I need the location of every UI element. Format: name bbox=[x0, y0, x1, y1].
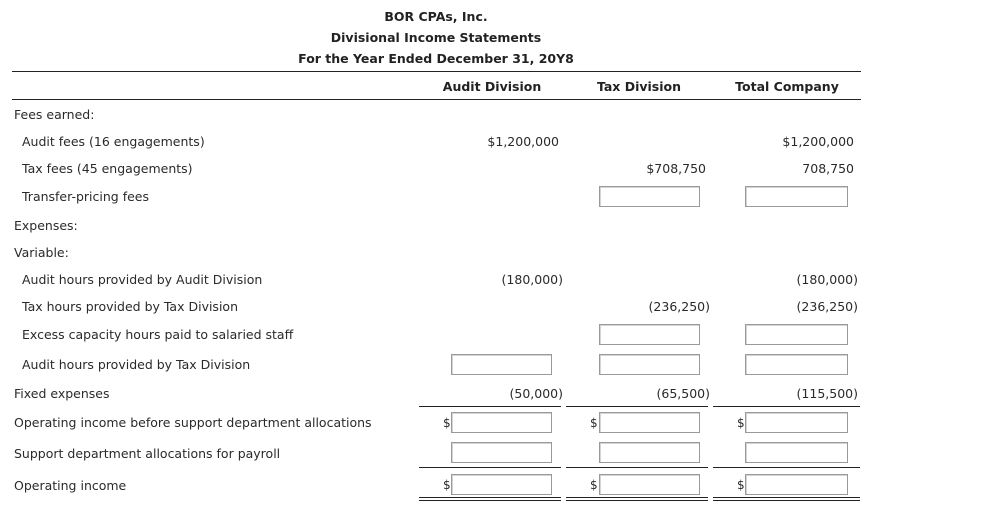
fixed-expenses-total-value: (115,500) bbox=[796, 386, 858, 401]
audit-hours-tax-tax-input[interactable] bbox=[599, 354, 700, 375]
audit-fees-total-value: $1,200,000 bbox=[782, 134, 854, 149]
support-alloc-audit-input[interactable] bbox=[451, 442, 552, 463]
op-income-audit-input[interactable] bbox=[451, 474, 552, 495]
support-alloc-total-input[interactable] bbox=[745, 442, 848, 463]
col-header-audit: Audit Division bbox=[442, 79, 542, 94]
total-rule-tax bbox=[566, 467, 708, 468]
op-income-tax-input[interactable] bbox=[599, 474, 700, 495]
subtotal-rule-total bbox=[713, 406, 860, 407]
row-label-fees-earned: Fees earned: bbox=[14, 107, 95, 122]
row-label-tax-fees: Tax fees (45 engagements) bbox=[22, 161, 193, 176]
tax-fees-total-value: 708,750 bbox=[802, 161, 854, 176]
row-label-transfer-fees: Transfer-pricing fees bbox=[22, 189, 149, 204]
double-rule-audit-2 bbox=[419, 500, 561, 501]
row-label-support-alloc: Support department allocations for payroll bbox=[14, 446, 281, 461]
row-label-fixed-expenses: Fixed expenses bbox=[14, 386, 110, 401]
audit-hours-total-value: (180,000) bbox=[796, 272, 858, 287]
double-rule-audit-1 bbox=[419, 497, 561, 498]
header-top-rule bbox=[12, 71, 861, 72]
op-income-tax-dollar: $ bbox=[590, 478, 598, 492]
row-label-excess-capacity: Excess capacity hours paid to salaried staff bbox=[22, 327, 294, 342]
total-rule-total bbox=[713, 467, 860, 468]
op-income-before-audit-dollar: $ bbox=[443, 416, 451, 430]
audit-hours-tax-audit-input[interactable] bbox=[451, 354, 552, 375]
row-label-audit-fees: Audit fees (16 engagements) bbox=[22, 134, 205, 149]
row-label-audit-hours-tax: Audit hours provided by Tax Division bbox=[22, 357, 251, 372]
op-income-total-input[interactable] bbox=[745, 474, 848, 495]
double-rule-total-1 bbox=[713, 497, 860, 498]
double-rule-tax-1 bbox=[566, 497, 708, 498]
header-bottom-rule bbox=[12, 99, 861, 100]
op-income-before-total-dollar: $ bbox=[737, 416, 745, 430]
statement-title: Divisional Income Statements bbox=[330, 30, 542, 45]
audit-fees-audit-value: $1,200,000 bbox=[487, 134, 559, 149]
audit-hours-tax-total-input[interactable] bbox=[745, 354, 848, 375]
double-rule-total-2 bbox=[713, 500, 860, 501]
fixed-expenses-tax-value: (65,500) bbox=[656, 386, 710, 401]
op-income-total-dollar: $ bbox=[737, 478, 745, 492]
double-rule-tax-2 bbox=[566, 500, 708, 501]
col-header-tax: Tax Division bbox=[596, 79, 682, 94]
op-income-before-tax-input[interactable] bbox=[599, 412, 700, 433]
op-income-before-total-input[interactable] bbox=[745, 412, 848, 433]
tax-hours-total-value: (236,250) bbox=[796, 299, 858, 314]
tax-fees-tax-value: $708,750 bbox=[646, 161, 706, 176]
col-header-total: Total Company bbox=[735, 79, 839, 94]
op-income-before-tax-dollar: $ bbox=[590, 416, 598, 430]
row-label-variable: Variable: bbox=[14, 245, 69, 260]
row-label-audit-hours-audit: Audit hours provided by Audit Division bbox=[22, 272, 263, 287]
transfer-fees-tax-input[interactable] bbox=[599, 186, 700, 207]
op-income-before-audit-input[interactable] bbox=[451, 412, 552, 433]
row-label-op-income-before: Operating income before support department allocations bbox=[14, 415, 372, 430]
op-income-audit-dollar: $ bbox=[443, 478, 451, 492]
total-rule-audit bbox=[419, 467, 561, 468]
tax-hours-tax-value: (236,250) bbox=[648, 299, 710, 314]
excess-capacity-total-input[interactable] bbox=[745, 324, 848, 345]
statement-period: For the Year Ended December 31, 20Y8 bbox=[298, 51, 574, 66]
row-label-expenses: Expenses: bbox=[14, 218, 78, 233]
transfer-fees-total-input[interactable] bbox=[745, 186, 848, 207]
row-label-op-income: Operating income bbox=[14, 478, 127, 493]
excess-capacity-tax-input[interactable] bbox=[599, 324, 700, 345]
audit-hours-audit-value: (180,000) bbox=[501, 272, 563, 287]
fixed-expenses-audit-value: (50,000) bbox=[509, 386, 563, 401]
subtotal-rule-tax bbox=[566, 406, 708, 407]
row-label-tax-hours-tax: Tax hours provided by Tax Division bbox=[22, 299, 238, 314]
subtotal-rule-audit bbox=[419, 406, 561, 407]
company-name: BOR CPAs, Inc. bbox=[384, 9, 488, 24]
support-alloc-tax-input[interactable] bbox=[599, 442, 700, 463]
